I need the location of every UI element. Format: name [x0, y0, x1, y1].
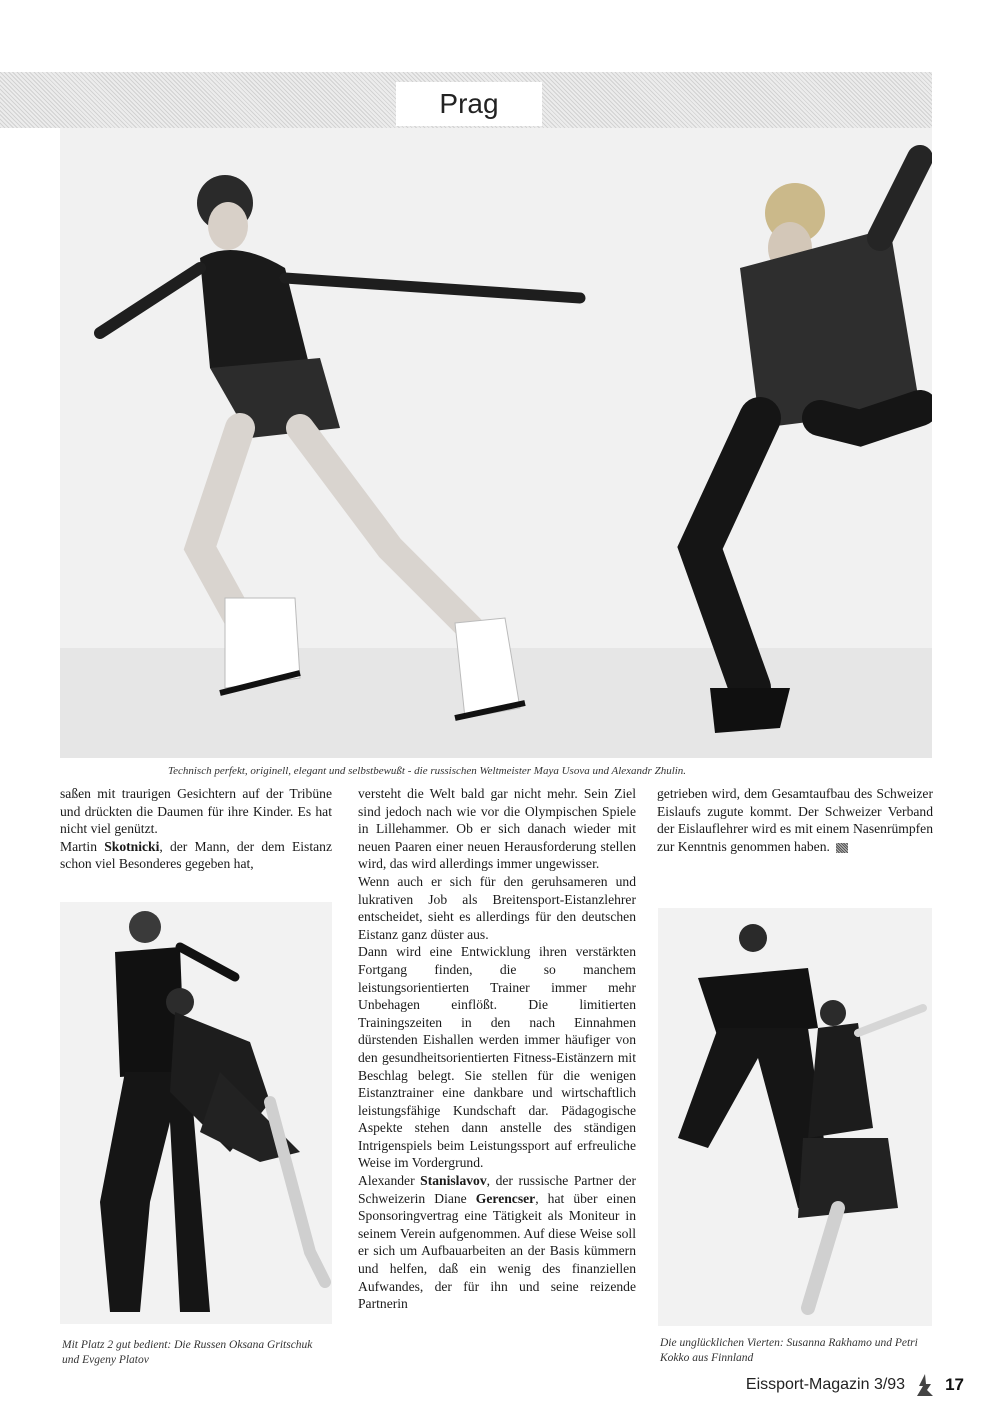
end-of-article-icon	[836, 843, 848, 853]
text-run: getrieben wird, dem Gesamtaufbau des Schweizer Eislaufs zugute kommt. Der Schweizer Verband der Eislauflehrer wird es mit einem Nasenrümpfen zur Kenntnis genommen haben.	[657, 786, 933, 854]
column-2	[358, 785, 636, 1313]
column-3	[657, 785, 933, 855]
right-photo	[658, 908, 932, 1326]
column-3-paragraph-1	[657, 785, 933, 855]
column-2-paragraph-3: Dann wird eine Entwicklung ihren verstärkten Fortgang finden, die so manchem leistungsorientierten Trainer immer mehr Unbehagen einflößt. Die limitierten Trainingszeiten in den nach Einnahmen dürstenden Eishallen werden immer häufiger von den gesundheitsorientierten Fitness-Eistänzern mit Beschlag belegt. Sie stellen für die wenigen Eistanztrainer eine dankbare und wirtschaftlich leistungsfähige Kundschaft dar. Pädagogische Aspekte stehen dann anstelle des ständigen Intrigenspiels beim Leistungssport auf erfreuliche Weise im Vordergrund.	[358, 944, 636, 1171]
column-1-paragraph-1: saßen mit traurigen Gesichtern auf der Tribüne und drückten die Daumen für ihre Kinder. Es hat nicht viel genützt.	[60, 786, 332, 837]
text-run: , der russische Partner der Schweizerin Diane	[358, 1173, 636, 1206]
top-photo	[60, 128, 932, 758]
text-run: Martin	[60, 838, 105, 854]
magazine-issue: Eissport-Magazin 3/93	[745, 1376, 906, 1393]
left-photo-caption: Mit Platz 2 gut bedient: Die Russen Oksana Gritschuk und Evgeny Platov	[62, 1339, 313, 1366]
name-gerencser: Gerencser	[475, 1190, 536, 1206]
russian-pair-illustration	[60, 902, 332, 1324]
ice-dancers-illustration	[60, 128, 932, 758]
column-1-paragraph-2	[60, 838, 332, 873]
text-run: , der Mann, der dem Eistanz schon viel Besonderes gegeben hat,	[60, 838, 332, 872]
finnish-pair-illustration	[658, 908, 932, 1326]
page-footer	[746, 1372, 964, 1398]
name-skotnicki: Skotnicki	[104, 838, 160, 854]
left-photo	[60, 902, 332, 1324]
text-run: , hat über einen Sponsoringvertrag eine Tätigkeit als Moniteur in seinem Verein aufgenommen. Auf diese Weise soll er sich um Aufbauarbeiten an der Basis kümmern und helfen, daß ein wenig des finanziellen Aufwandes, der für ihn und seine reizende Partnerin	[358, 1190, 636, 1312]
column-2-paragraph-1: versteht die Welt bald gar nicht mehr. Sein Ziel sind jedoch nach wie vor die Olympischen Spiele in Lillehammer. Ob er sich danach wieder mit neuen Paaren einer neuen Herausforderung stellen wird, das wird allerdings immer ungewisser.	[358, 786, 636, 872]
column-1	[60, 785, 332, 873]
name-stanislavov: Stanislavov	[420, 1173, 487, 1189]
right-photo-caption: Die unglücklichen Vierten: Susanna Rakhamo und Petri Kokko aus Finnland	[660, 1337, 918, 1364]
top-photo-caption: Technisch perfekt, originell, elegant und selbstbewußt - die russischen Weltmeister Maya Usova und Alexandr Zhulin.	[168, 765, 687, 777]
text-run: Alexander	[358, 1173, 421, 1189]
column-2-paragraph-4	[358, 1172, 636, 1313]
page-number: 17	[945, 1375, 964, 1394]
column-2-paragraph-2: Wenn auch er sich für den geruhsameren und lukrativen Job als Breitensport-Eistanzlehrer entscheidet, sieht es allerdings für den deutschen Eistanz ganz düster aus.	[358, 873, 636, 942]
page-title: Prag	[396, 82, 542, 126]
skater-logo-icon	[913, 1372, 937, 1398]
